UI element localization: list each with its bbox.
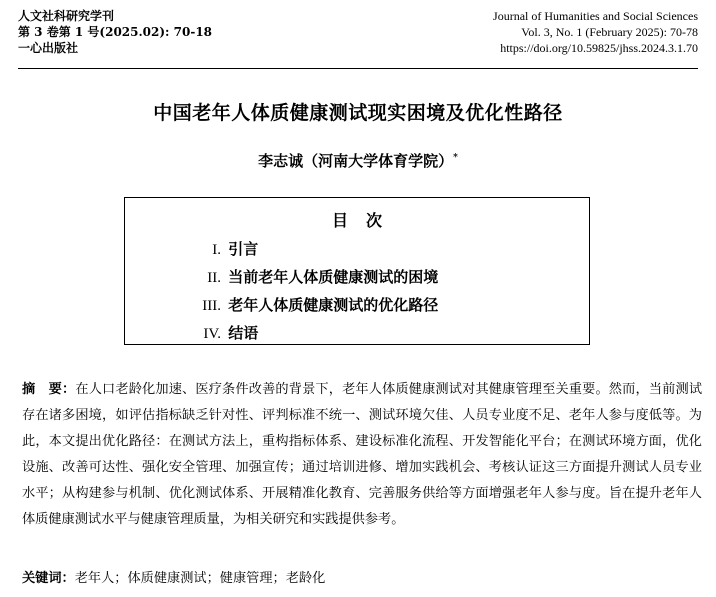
toc-item[interactable]: [197, 320, 438, 348]
paper-title: 中国老年人体质健康测试现实困境及优化性路径: [153, 102, 563, 124]
publisher-name: 一心出版社: [18, 41, 79, 55]
toc-list: [197, 236, 438, 348]
toc-item[interactable]: [197, 292, 438, 320]
toc-item-number: IV.: [203, 326, 221, 342]
abstract-label: 摘 要：: [22, 382, 76, 397]
author-footnote-mark: *: [453, 153, 458, 163]
header-divider: [18, 68, 698, 69]
journal-name-cn: 人文社科研究学刊: [18, 9, 115, 23]
keywords-label: 关键词：: [22, 571, 75, 586]
toc-item-number: III.: [202, 298, 221, 314]
header-right: [493, 8, 698, 56]
journal-header: [18, 8, 698, 70]
toc-item[interactable]: [197, 264, 438, 292]
abstract: [22, 377, 702, 533]
author-name: 李志诚（河南大学体育学院）: [258, 152, 454, 170]
journal-name-en: Journal of Humanities and Social Sciences: [493, 9, 698, 23]
keywords: [22, 566, 702, 592]
author-line: [0, 150, 716, 171]
header-left: [18, 8, 212, 56]
toc-item-number: II.: [207, 270, 221, 286]
toc-heading: 目次: [331, 211, 400, 230]
toc-item[interactable]: [197, 236, 438, 264]
toc-item-number: I.: [212, 242, 221, 258]
doi-link[interactable]: https://doi.org/10.59825/jhss.2024.3.1.70: [500, 41, 698, 55]
issue-info-cn: 第 3 卷第 1 号(2025.02): 70-18: [18, 25, 213, 39]
toc-item-label: 老年人体质健康测试的优化路径: [228, 296, 439, 314]
issue-info-en: Vol. 3, No. 1 (February 2025): 70-78: [521, 25, 698, 39]
abstract-text: 在人口老龄化加速、医疗条件改善的背景下，老年人体质健康测试对其健康管理至关重要。然而，当前测试存在诸多困境，如评估指标缺乏针对性、评判标准不统一、测试环境欠佳、人员专业度不足、老年人参与度低等。为此，本文提出优化路径：在测试方法上，重构指标体系、建设标准化流程、开发智能化平台；在测试环境方面，优化设施、改善可达性、强化安全管理、加强宣传；通过培训进修、增加实践机会、考核认证这三方面提升测试人员专业水平；从构建参与机制、优化测试体系、开展精准化教育、完善服务供给等方面增强老年人参与度。旨在提升老年人体质健康测试水平与健康管理质量，为相关研究和实践提供参考。: [22, 382, 703, 527]
toc-item-label: 引言: [228, 240, 259, 258]
toc-item-label: 结语: [228, 324, 259, 342]
toc-item-label: 当前老年人体质健康测试的困境: [228, 268, 439, 286]
table-of-contents: [124, 197, 590, 345]
keywords-text: 老年人；体质健康测试；健康管理；老龄化: [74, 571, 326, 586]
